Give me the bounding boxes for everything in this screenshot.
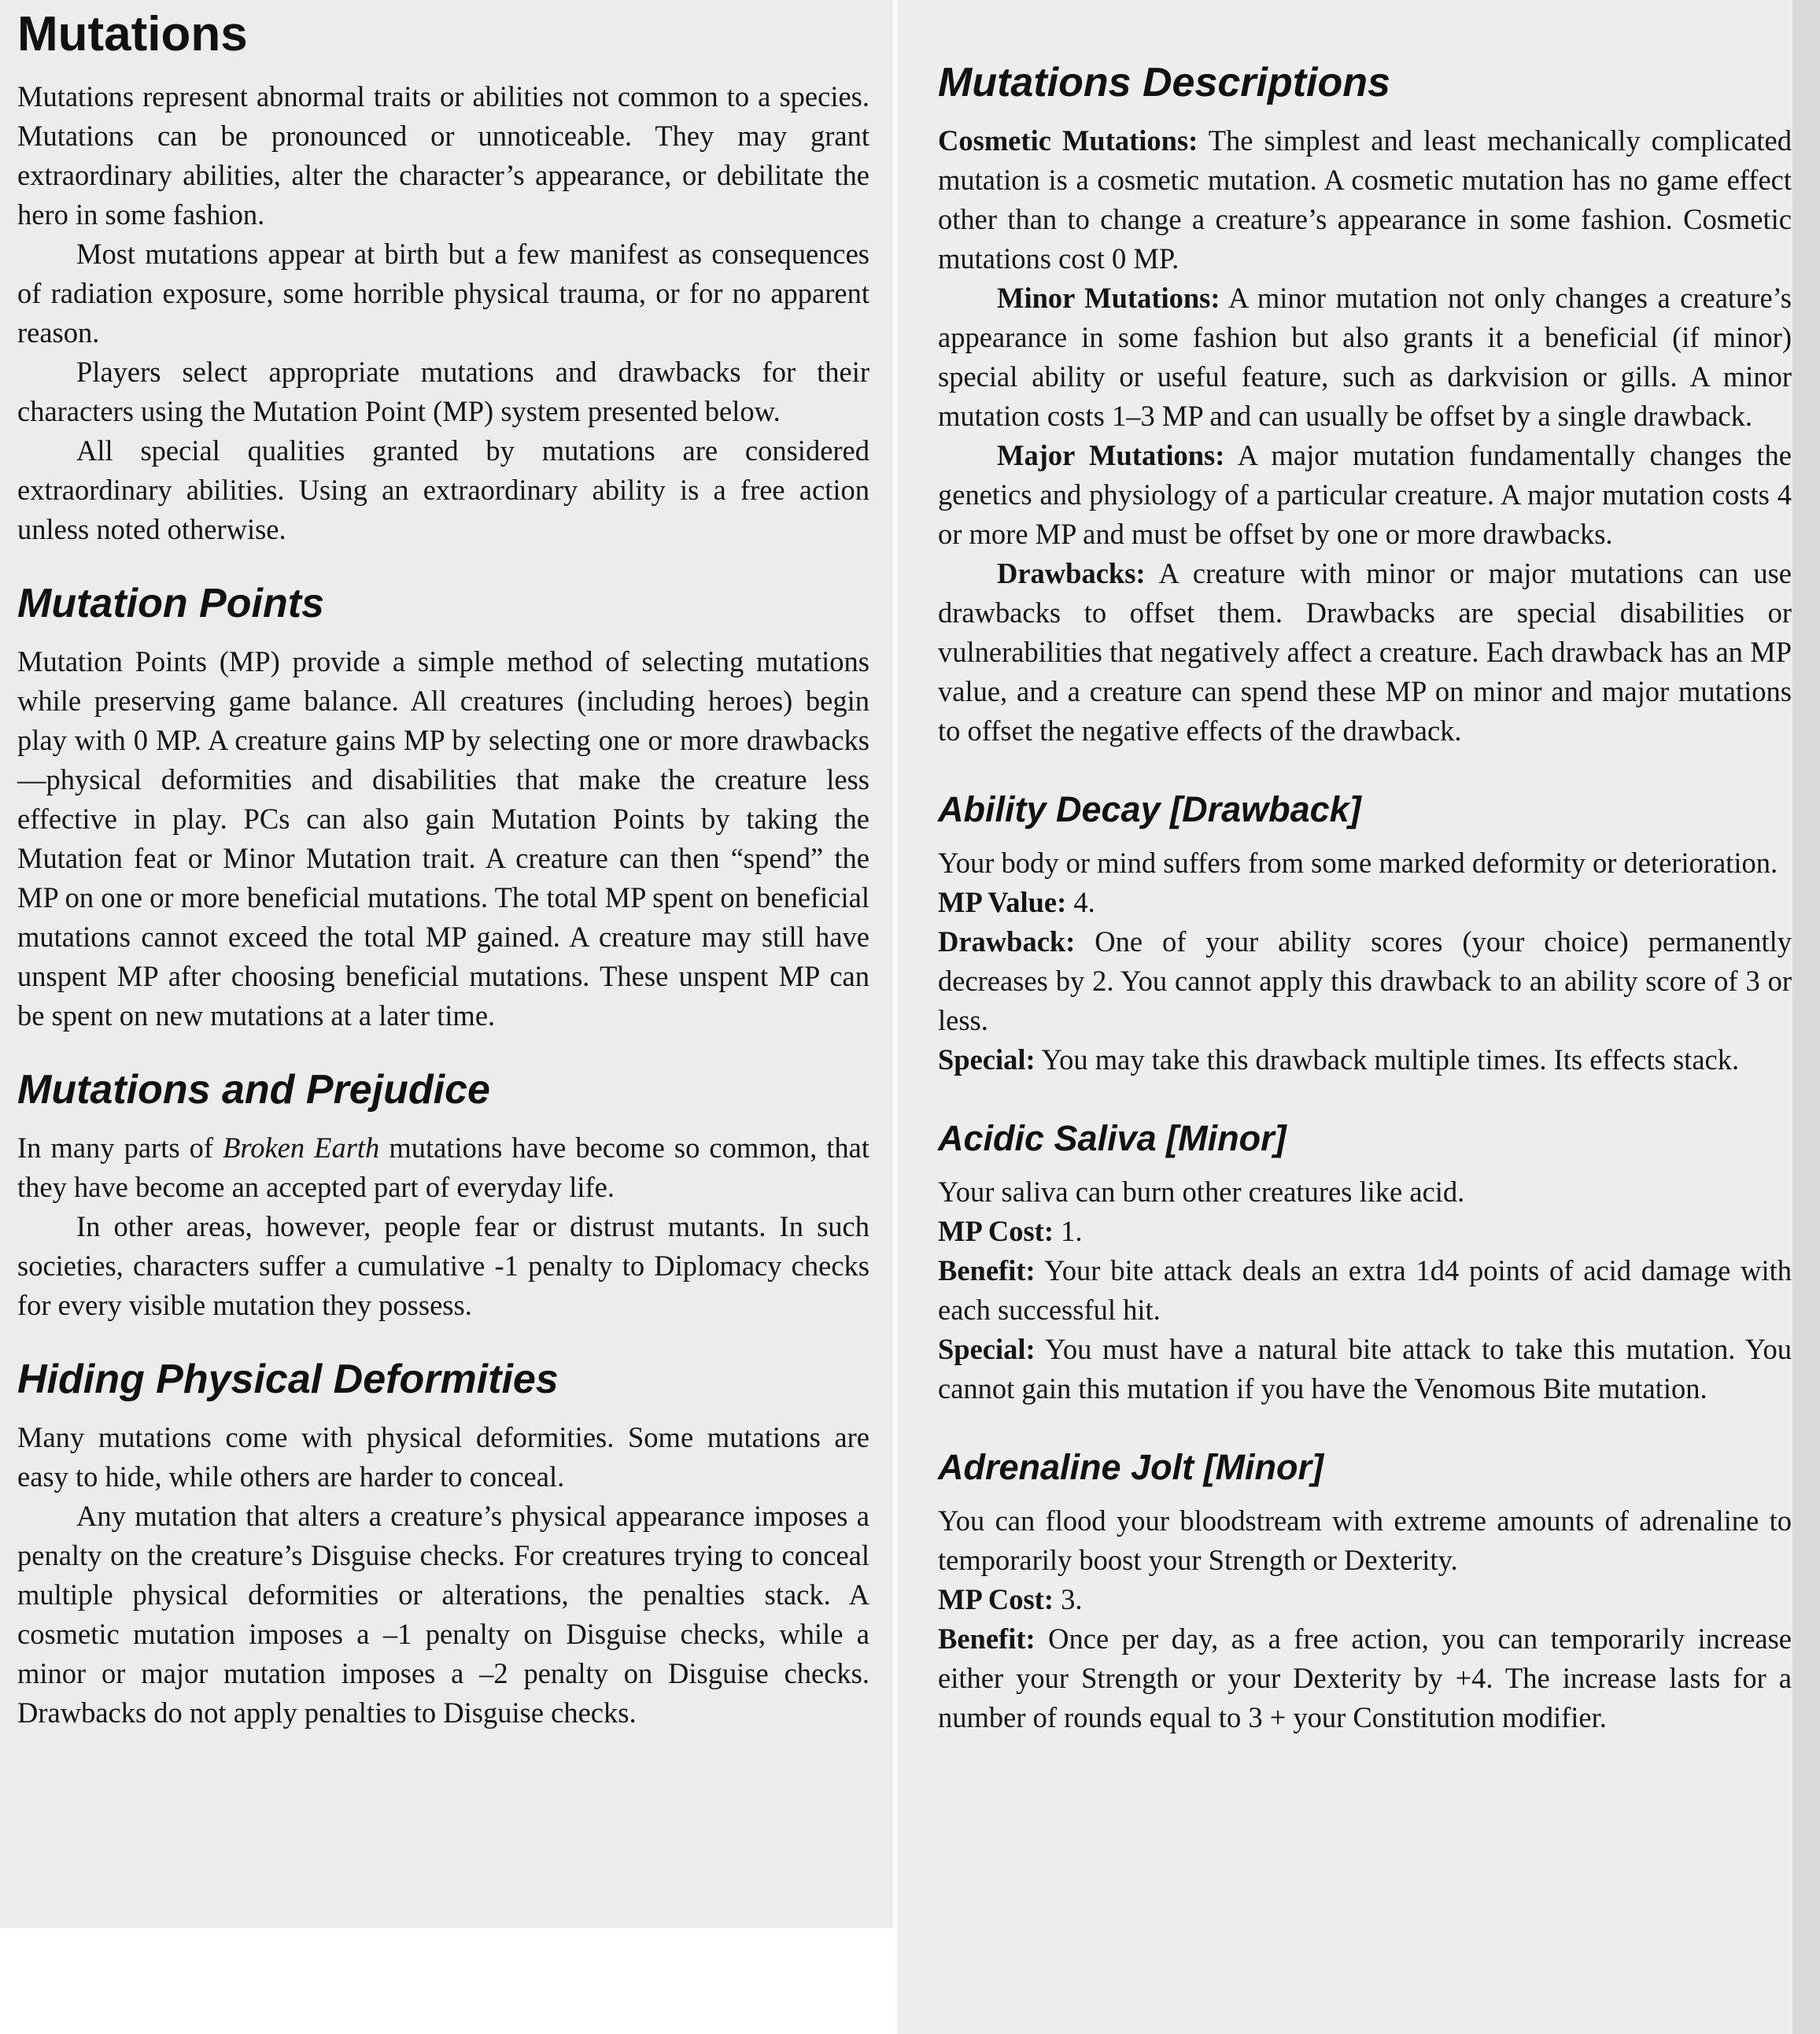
prejudice-paragraph-1: In many parts of Broken Earth mutations have become so common, that they have become an accepted part of everyday life.	[17, 1131, 870, 1203]
intro-paragraph-1: Mutations represent abnormal traits or abilities not common to a species. Mutations can be pronounced or unnoticeable. They may grant extraordinary abilities, alter the character’s appearance, or debilitate the hero in some fashion.	[17, 80, 869, 231]
prejudice-paragraph-2: In other areas, however, people fear or distrust mutants. In such societies, characters suffer a cumulative -1 penalty to Diplomacy checks for every visible mutation they possess.	[17, 1210, 869, 1321]
adrenaline-jolt-benefit: Benefit: Once per day, as a free action, you can temporarily increase either your Strength or your Dexterity by +4. The increase lasts for a number of rounds equal to 3 + your Constitution modifier.	[938, 1622, 1792, 1733]
setting-name: Broken Earth	[223, 1131, 380, 1164]
ability-decay-special: Special: You may take this drawback multiple times. Its effects stack.	[938, 1043, 1740, 1076]
right-column	[897, 0, 1820, 2034]
acidic-saliva-heading: Acidic Saliva [Minor]	[938, 1118, 1287, 1158]
adrenaline-jolt-mp: MP Cost: 3.	[938, 1583, 1083, 1615]
major-label: Major Mutations:	[997, 439, 1225, 471]
acidic-saliva-special: Special: You must have a natural bite attack to take this mutation. You cannot gain this mutation if you have the Venomous Bite mutation.	[938, 1333, 1792, 1405]
mutation-points-heading: Mutation Points	[17, 581, 324, 626]
ability-decay-drawback: Drawback: One of your ability scores (your choice) permanently decreases by 2. You cannot apply this drawback to an ability score of 3 or less.	[938, 925, 1792, 1036]
ability-decay-description: Your body or mind suffers from some marked deformity or deterioration.	[938, 847, 1778, 879]
minor-mutations-paragraph: Minor Mutations: A minor mutation not only changes a creature’s appearance in some fashion but also grants it a beneficial (if minor) special ability or useful feature, such as darkvision or gills. A minor mutation costs 1–3 MP and can usually be offset by a single drawback.	[938, 282, 1792, 432]
cosmetic-mutations-paragraph: Cosmetic Mutations: The simplest and least mechanically complicated mutation is a cosmetic mutation. A cosmetic mutation has no game effect other than to change a creature’s appearance in some fashion. Cosmetic mutations cost 0 MP.	[938, 124, 1792, 275]
mutation-descriptions-heading: Mutations Descriptions	[938, 60, 1390, 105]
major-mutations-paragraph: Major Mutations: A major mutation fundamentally changes the genetics and physiology of a particular creature. A major mutation costs 4 or more MP and must be offset by one or more drawbacks.	[938, 439, 1792, 550]
adrenaline-jolt-description: You can flood your bloodstream with extreme amounts of adrenaline to temporarily boost your Strength or Dexterity.	[938, 1504, 1792, 1576]
prejudice-heading: Mutations and Prejudice	[17, 1067, 490, 1113]
page-edge-shadow	[1792, 0, 1820, 2034]
mutation-points-paragraph: Mutation Points (MP) provide a simple method of selecting mutations while preserving game balance. All creatures (including heroes) begin play with 0 MP. A creature gains MP by selecting one or more drawbacks—physical deformities and disabilities that make the creature less effective in play. PCs can also gain Mutation Points by taking the Mutation feat or Minor Mutation trait. A creature can then “spend” the MP on one or more beneficial mutations. The total MP spent on beneficial mutations cannot exceed the total MP gained. A creature may still have unspent MP after choosing beneficial mutations. These unspent MP can be spent on new mutations at a later time.	[17, 645, 869, 1032]
intro-paragraph-4: All special qualities granted by mutations are considered extraordinary abilities. Using an extraordinary ability is a free action unless noted otherwise.	[17, 434, 869, 545]
minor-label: Minor Mutations:	[997, 282, 1220, 314]
ability-decay-mp: MP Value: 4.	[938, 886, 1095, 918]
hiding-paragraph-2: Any mutation that alters a creature’s physical appearance imposes a penalty on the creature’s Disguise checks. For creatures trying to conceal multiple physical deformities or alterations, the penalties stack. A cosmetic mutation imposes a –1 penalty on Disguise checks, while a minor or major mutation imposes a –2 penalty on Disguise checks. Drawbacks do not apply penalties to Disguise checks.	[17, 1500, 869, 1729]
adrenaline-jolt-heading: Adrenaline Jolt [Minor]	[938, 1447, 1324, 1487]
drawbacks-label: Drawbacks:	[997, 557, 1146, 589]
left-column	[0, 0, 893, 1928]
drawbacks-paragraph: Drawbacks: A creature with minor or major mutations can use drawbacks to offset them. Drawbacks are special disabilities or vulnerabilities that negatively affect a creature. Each drawback has an MP value, and a creature can spend these MP on minor and major mutations to offset the negative effects of the drawback.	[938, 557, 1792, 747]
intro-paragraph-3: Players select appropriate mutations and drawbacks for their characters using the Mutation Point (MP) system presented below.	[17, 356, 869, 427]
page-title: Mutations	[17, 7, 248, 61]
hiding-deformities-heading: Hiding Physical Deformities	[17, 1357, 559, 1402]
acidic-saliva-mp: MP Cost: 1.	[938, 1215, 1083, 1247]
acidic-saliva-benefit: Benefit: Your bite attack deals an extra 1d4 points of acid damage with each successful hit.	[938, 1254, 1792, 1326]
cosmetic-label: Cosmetic Mutations:	[938, 124, 1198, 157]
intro-paragraph-2: Most mutations appear at birth but a few manifest as consequences of radiation exposure, some horrible physical trauma, or for no apparent reason.	[17, 238, 869, 349]
acidic-saliva-description: Your saliva can burn other creatures like acid.	[938, 1176, 1465, 1208]
hiding-paragraph-1: Many mutations come with physical deformities. Some mutations are easy to hide, while others are harder to conceal.	[17, 1421, 869, 1493]
ability-decay-heading: Ability Decay [Drawback]	[938, 789, 1361, 829]
